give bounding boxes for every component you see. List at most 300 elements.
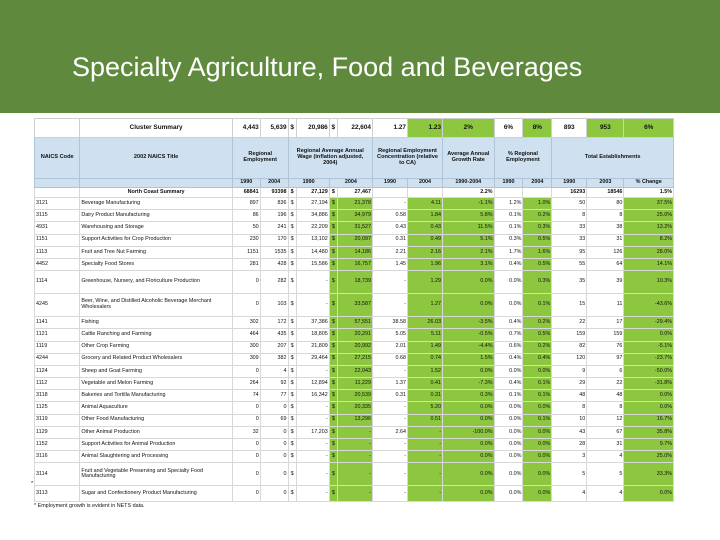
summary-cell: $ (329, 119, 337, 138)
cluster-summary-row (35, 119, 674, 138)
cell-title: Fruit and Vegetable Preserving and Specialty Food Manufacturing (80, 463, 233, 486)
year-header-row (35, 179, 674, 188)
currency-symbol: $ (288, 317, 296, 329)
currency-symbol: $ (329, 246, 337, 258)
summary-cell: 953 (587, 119, 624, 138)
cell-e90: 230 (232, 234, 260, 246)
cell-code: 1141 (35, 317, 80, 329)
summary-cell: 20,986 (296, 119, 329, 138)
cell-title: Fishing (80, 317, 233, 329)
cell-sc: 14.1% (624, 258, 674, 270)
region-cell: 16293 (552, 188, 587, 198)
cell-s90: 50 (552, 198, 587, 210)
cell-p90: 0.0% (494, 439, 523, 451)
cell-code: 4245 (35, 294, 80, 317)
cell-sc: 0.0% (624, 329, 674, 341)
cell-e90: 74 (232, 390, 260, 402)
currency-symbol: $ (288, 210, 296, 222)
cell-title: Animal Aquaculture (80, 402, 233, 414)
cell-c90: - (372, 198, 407, 210)
cell-c04: - (408, 426, 443, 438)
year-header: 1990 (288, 179, 329, 188)
cell-p90: 0.0% (494, 365, 523, 377)
cell-c90: 0.31 (372, 234, 407, 246)
cell-e04: 836 (260, 198, 288, 210)
industry-row (35, 414, 674, 426)
cell-sc: -23.7% (624, 353, 674, 365)
cell-p04: 0.0% (523, 402, 552, 414)
cell-w90: 16,342 (296, 390, 329, 402)
cell-e04: 170 (260, 234, 288, 246)
cell-p90: 0.3% (494, 234, 523, 246)
cell-code: 3115 (35, 210, 80, 222)
cell-w90: 18,805 (296, 329, 329, 341)
cell-title: Other Crop Farming (80, 341, 233, 353)
cell-g: 0.0% (443, 451, 495, 463)
cell-w90: 29,464 (296, 353, 329, 365)
cell-e90: 0 (232, 271, 260, 294)
cell-w90: - (296, 486, 329, 502)
cell-title: Other Food Manufacturing (80, 414, 233, 426)
cell-g: 0.0% (443, 402, 495, 414)
year-header: 1990 (232, 179, 260, 188)
cell-c90: - (372, 463, 407, 486)
cell-title: Beer, Wine, and Distilled Alcoholic Beverage Merchant Wholesalers (80, 294, 233, 317)
region-cell: $ (288, 188, 296, 198)
cell-w90: - (296, 294, 329, 317)
cell-e04: 382 (260, 353, 288, 365)
cell-code: 3116 (35, 451, 80, 463)
cell-s03: 76 (587, 341, 624, 353)
cell-c04: 1.29 (408, 271, 443, 294)
region-cell: 27,129 (296, 188, 329, 198)
currency-symbol: $ (288, 198, 296, 210)
cell-w90: - (296, 463, 329, 486)
cell-s03: 38 (587, 222, 624, 234)
cell-s90: 43 (552, 426, 587, 438)
cell-e90: 0 (232, 439, 260, 451)
cell-g: -4.4% (443, 341, 495, 353)
region-cell (494, 188, 523, 198)
cell-p04: 0.0% (523, 365, 552, 377)
cell-c04: 1.52 (408, 365, 443, 377)
cell-sc: 25.0% (624, 451, 674, 463)
cell-p90: 0.7% (494, 329, 523, 341)
cell-sc: 0.0% (624, 486, 674, 502)
cell-w90: - (296, 439, 329, 451)
cell-s90: 22 (552, 317, 587, 329)
currency-symbol: $ (288, 451, 296, 463)
cell-code: 1124 (35, 365, 80, 377)
cell-title: Warehousing and Storage (80, 222, 233, 234)
cell-w90: 21,809 (296, 341, 329, 353)
cell-s90: 159 (552, 329, 587, 341)
cell-c90: 0.68 (372, 353, 407, 365)
cell-sc: 10.3% (624, 271, 674, 294)
header-employment: Regional Employment (232, 138, 288, 179)
cell-e04: 4 (260, 365, 288, 377)
currency-symbol: $ (288, 222, 296, 234)
cell-sc: 0.0% (624, 390, 674, 402)
cell-code: 4244 (35, 353, 80, 365)
industry-row (35, 402, 674, 414)
cell-s03: 97 (587, 353, 624, 365)
currency-symbol: $ (329, 463, 337, 486)
cell-title: Greenhouse, Nursery, and Floriculture Production (80, 271, 233, 294)
cell-w04: - (337, 426, 372, 438)
cell-title: Sugar and Confectionery Product Manufacturing (80, 486, 233, 502)
cell-e90: 32 (232, 426, 260, 438)
cell-sc: -50.0% (624, 365, 674, 377)
cell-p04: 0.3% (523, 222, 552, 234)
currency-symbol: $ (288, 426, 296, 438)
cell-c04: 1.84 (408, 210, 443, 222)
cell-p04: 0.5% (523, 234, 552, 246)
cell-e90: 309 (232, 353, 260, 365)
cell-code: 1112 (35, 378, 80, 390)
industry-row (35, 390, 674, 402)
cell-e04: 196 (260, 210, 288, 222)
cell-code: 1114 (35, 271, 80, 294)
industry-row (35, 222, 674, 234)
cell-s90: 9 (552, 365, 587, 377)
cell-g: 2.1% (443, 246, 495, 258)
industry-row (35, 294, 674, 317)
cell-p04: 1.0% (523, 198, 552, 210)
cell-w90: 22,209 (296, 222, 329, 234)
cell-w04: 11,229 (337, 378, 372, 390)
industry-row (35, 365, 674, 377)
cell-p90: 0.0% (494, 414, 523, 426)
cell-c04: - (408, 451, 443, 463)
cell-e90: 281 (232, 258, 260, 270)
cell-s03: 48 (587, 390, 624, 402)
cell-g: 0.0% (443, 486, 495, 502)
cell-e90: 0 (232, 486, 260, 502)
cell-p04: 0.3% (523, 271, 552, 294)
cell-s90: 3 (552, 451, 587, 463)
cell-w90: 13,102 (296, 234, 329, 246)
cell-s03: 4 (587, 486, 624, 502)
cell-title: Vegetable and Melon Farming (80, 378, 233, 390)
cell-p04: 0.5% (523, 329, 552, 341)
cell-p90: 0.0% (494, 402, 523, 414)
slide-title: Specialty Agriculture, Food and Beverages (72, 52, 583, 82)
cell-e90: 300 (232, 341, 260, 353)
cell-s03: 159 (587, 329, 624, 341)
industry-row (35, 329, 674, 341)
cell-e04: 0 (260, 439, 288, 451)
cell-c90: 38.58 (372, 317, 407, 329)
cell-e04: 207 (260, 341, 288, 353)
region-cell (523, 188, 552, 198)
currency-symbol: $ (329, 294, 337, 317)
cell-e04: 77 (260, 390, 288, 402)
cell-s03: 39 (587, 271, 624, 294)
cell-p90: 0.4% (494, 378, 523, 390)
cell-w90: - (296, 271, 329, 294)
cell-e90: 0 (232, 414, 260, 426)
header-wage: Regional Average Annual Wage (inflation adjusted, 2004) (288, 138, 372, 179)
cell-e90: 1151 (232, 246, 260, 258)
cell-p90: 0.4% (494, 317, 523, 329)
cell-e90: 897 (232, 198, 260, 210)
cell-c90: 0.43 (372, 222, 407, 234)
cell-title: Specialty Food Stores (80, 258, 233, 270)
year-header: % Change (624, 179, 674, 188)
cell-w04: 20,992 (337, 341, 372, 353)
cell-p04: 0.2% (523, 317, 552, 329)
industry-row (35, 378, 674, 390)
region-label: North Coast Summary (80, 188, 233, 198)
cell-s90: 82 (552, 341, 587, 353)
currency-symbol: $ (329, 271, 337, 294)
table-body (35, 119, 674, 502)
year-header: 2004 (523, 179, 552, 188)
currency-symbol: $ (329, 402, 337, 414)
cell-c90: - (372, 451, 407, 463)
cell-w04: 22,043 (337, 365, 372, 377)
summary-cell: 2% (443, 119, 495, 138)
cell-s90: 5 (552, 463, 587, 486)
cell-e90: 86 (232, 210, 260, 222)
currency-symbol: $ (329, 198, 337, 210)
cell-c90: - (372, 402, 407, 414)
cell-c90: - (372, 294, 407, 317)
cell-c04: 0.31 (408, 390, 443, 402)
cell-code: 1151 (35, 234, 80, 246)
cell-g: 3.1% (443, 258, 495, 270)
header-title: 2002 NAICS Title (80, 138, 233, 179)
cell-p04: 0.4% (523, 353, 552, 365)
cell-p90: 0.1% (494, 222, 523, 234)
cell-c04: - (408, 463, 443, 486)
summary-label: Cluster Summary (80, 119, 233, 138)
cell-code: 1121 (35, 329, 80, 341)
summary-cell: 6% (624, 119, 674, 138)
currency-symbol: $ (288, 234, 296, 246)
cell-code: 1125 (35, 402, 80, 414)
industry-row (35, 426, 674, 438)
cell-w04: 14,186 (337, 246, 372, 258)
cell-w04: 31,527 (337, 222, 372, 234)
cell-e90: 0 (232, 294, 260, 317)
currency-symbol: $ (329, 329, 337, 341)
cell-w04: 57,551 (337, 317, 372, 329)
cell-s03: 126 (587, 246, 624, 258)
cluster-table-container (34, 118, 674, 502)
cell-w04: 33,587 (337, 294, 372, 317)
cell-sc: 9.7% (624, 439, 674, 451)
summary-cell: 4,443 (232, 119, 260, 138)
cell-g: 0.0% (443, 365, 495, 377)
currency-symbol: $ (288, 402, 296, 414)
cell-p04: 0.0% (523, 463, 552, 486)
cell-w90: 14,480 (296, 246, 329, 258)
currency-symbol: $ (329, 451, 337, 463)
industry-row (35, 463, 674, 486)
cell-g: 11.5% (443, 222, 495, 234)
summary-cell: 6% (494, 119, 523, 138)
industry-row (35, 317, 674, 329)
cell-p04: 0.5% (523, 258, 552, 270)
cell-c04: 1.27 (408, 294, 443, 317)
summary-cell: $ (288, 119, 296, 138)
cell-code: 3118 (35, 390, 80, 402)
cell-e04: 1535 (260, 246, 288, 258)
cell-g: 0.3% (443, 390, 495, 402)
cell-s90: 35 (552, 271, 587, 294)
cluster-table (34, 118, 674, 502)
title-bar (0, 0, 720, 113)
cell-w04: 34,979 (337, 210, 372, 222)
cell-p90: 0.0% (494, 486, 523, 502)
cell-title: Fruit and Tree Nut Farming (80, 246, 233, 258)
cell-w90: 27,194 (296, 198, 329, 210)
cell-e04: 172 (260, 317, 288, 329)
cell-s03: 11 (587, 294, 624, 317)
currency-symbol: $ (329, 222, 337, 234)
footnote-marker: * (31, 481, 34, 487)
summary-cell: 5,639 (260, 119, 288, 138)
cell-p04: 1.6% (523, 246, 552, 258)
cell-code: 3121 (35, 198, 80, 210)
summary-cell: 22,604 (337, 119, 372, 138)
cell-c04: 5.11 (408, 329, 443, 341)
currency-symbol: $ (329, 353, 337, 365)
cell-sc: -43.6% (624, 294, 674, 317)
cell-w04: 20,291 (337, 329, 372, 341)
cell-s03: 17 (587, 317, 624, 329)
cell-s90: 95 (552, 246, 587, 258)
industry-row (35, 451, 674, 463)
cell-title: Support Activities for Crop Production (80, 234, 233, 246)
cell-sc: 25.0% (624, 210, 674, 222)
cell-s90: 33 (552, 234, 587, 246)
cell-w90: 12,894 (296, 378, 329, 390)
cell-e90: 0 (232, 402, 260, 414)
currency-symbol: $ (288, 258, 296, 270)
region-cell: 1.5% (624, 188, 674, 198)
cell-c04: 0.41 (408, 378, 443, 390)
cell-g: 1.5% (443, 353, 495, 365)
year-header: 2004 (408, 179, 443, 188)
cell-c04: 0.43 (408, 222, 443, 234)
cell-e04: 92 (260, 378, 288, 390)
cell-title: Animal Slaughtering and Processing (80, 451, 233, 463)
cell-w04: - (337, 451, 372, 463)
currency-symbol: $ (329, 341, 337, 353)
year-header: 2004 (260, 179, 288, 188)
cell-p04: 0.2% (523, 341, 552, 353)
cell-s90: 55 (552, 258, 587, 270)
year-header: 1990 (552, 179, 587, 188)
cell-s03: 80 (587, 198, 624, 210)
cell-c90: 2.64 (372, 426, 407, 438)
cell-e04: 0 (260, 486, 288, 502)
currency-symbol: $ (288, 353, 296, 365)
cell-g: 0.0% (443, 271, 495, 294)
cell-e90: 0 (232, 451, 260, 463)
currency-symbol: $ (329, 439, 337, 451)
cell-c90: 0.58 (372, 210, 407, 222)
cell-w04: 20,097 (337, 234, 372, 246)
industry-row (35, 198, 674, 210)
industry-row (35, 353, 674, 365)
cell-w90: 34,886 (296, 210, 329, 222)
cell-title: Sheep and Goat Farming (80, 365, 233, 377)
cell-p90: 0.0% (494, 451, 523, 463)
cell-s90: 28 (552, 439, 587, 451)
year-header: 1990-2004 (443, 179, 495, 188)
cell-c04: 2.16 (408, 246, 443, 258)
cell-e90: 302 (232, 317, 260, 329)
cell-e04: 69 (260, 414, 288, 426)
currency-symbol: $ (329, 390, 337, 402)
cell-s03: 6 (587, 365, 624, 377)
region-cell: 18546 (587, 188, 624, 198)
year-header: 1990 (372, 179, 407, 188)
region-cell: 27,467 (337, 188, 372, 198)
currency-symbol: $ (329, 365, 337, 377)
currency-symbol: $ (288, 341, 296, 353)
industry-row (35, 246, 674, 258)
cell-s90: 4 (552, 486, 587, 502)
cell-s03: 31 (587, 439, 624, 451)
cell-e90: 464 (232, 329, 260, 341)
cell-w04: - (337, 463, 372, 486)
region-cell: 68841 (232, 188, 260, 198)
cell-w90: - (296, 414, 329, 426)
header-growth: Average Annual Growth Rate (443, 138, 495, 179)
cell-e04: 435 (260, 329, 288, 341)
region-cell: 2.2% (443, 188, 495, 198)
cell-sc: 37.5% (624, 198, 674, 210)
cell-code: 4931 (35, 222, 80, 234)
industry-row (35, 439, 674, 451)
cell-s03: 22 (587, 378, 624, 390)
region-cell: $ (329, 188, 337, 198)
cell-c90: 0.31 (372, 390, 407, 402)
cell-g: 0.0% (443, 414, 495, 426)
cell-e90: 0 (232, 463, 260, 486)
summary-cell: 1.27 (372, 119, 407, 138)
cell-s03: 4 (587, 451, 624, 463)
cell-c04: 4.11 (408, 198, 443, 210)
cell-e04: 282 (260, 271, 288, 294)
cell-code: 4452 (35, 258, 80, 270)
cell-w04: 16,757 (337, 258, 372, 270)
cell-title: Beverage Manufacturing (80, 198, 233, 210)
currency-symbol: $ (288, 390, 296, 402)
industry-row (35, 210, 674, 222)
footnote: * Employment growth is evident in NETS data. (34, 503, 145, 509)
cell-p90: 0.0% (494, 463, 523, 486)
cell-code: 3113 (35, 486, 80, 502)
cell-g: -7.3% (443, 378, 495, 390)
cell-p04: 0.1% (523, 378, 552, 390)
cell-e90: 264 (232, 378, 260, 390)
cell-g: -1.1% (443, 198, 495, 210)
cell-s90: 29 (552, 378, 587, 390)
cell-p04: 0.0% (523, 451, 552, 463)
industry-row (35, 271, 674, 294)
cell-s03: 12 (587, 414, 624, 426)
cell-w04: - (337, 486, 372, 502)
region-cell (408, 188, 443, 198)
cell-e04: 103 (260, 294, 288, 317)
cell-g: -100.0% (443, 426, 495, 438)
